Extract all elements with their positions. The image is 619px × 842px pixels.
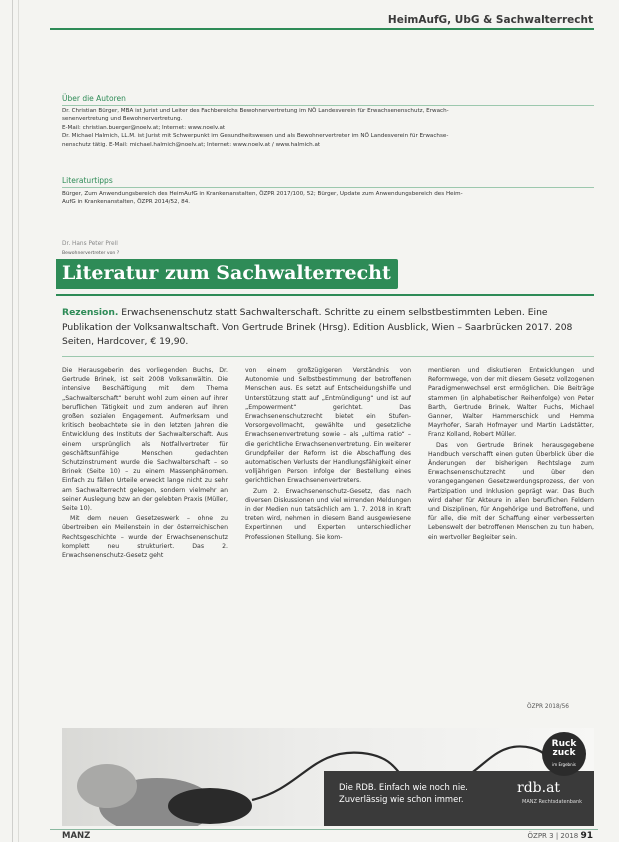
review-lead [62, 306, 598, 350]
review-label: Rezension. [62, 307, 119, 318]
footer-page-info [528, 831, 593, 841]
literature-line: AufG in Krankenanstalten, ÖZPR 2014/52, 84. [62, 199, 191, 206]
authors-line: nenschutz tätig. E-Mail: michael.halmich@noelv.at; Internet: www.noelv.at / www.halmich.at [62, 141, 321, 148]
journal-name: ÖZPR [527, 832, 547, 840]
issue-number: 3 | 2018 [549, 832, 579, 840]
review-rule [62, 356, 594, 357]
ad-slogan-line-2: Zuverlässig wie schon immer. [339, 794, 464, 804]
column-paragraph: mentieren und diskutieren Entwicklungen und Reformwege, von der mit diesem Gesetz vollzogenen Paradigmenwechsel erst ermöglichen. Die Beiträge stammen (in alphabetischer Reihenfolge) von Peter Barth, Gertrude Brinek, Walter Fuchs, Michael Ganner, Walter Hammerschick und Hemma Mayrhofer, Sarah Hofmayer und Martin Ladstätter, Franz Kolland, Robert Müller. [428, 367, 594, 439]
authors-line: senenvertretung und Bewohnervertretung. [62, 116, 183, 123]
finger-shape [77, 764, 137, 808]
article-column-2 [245, 366, 411, 714]
column-paragraph: Das von Gertrude Brinek herausgegebene Handbuch verschafft einen guten Überblick über die Änderungen der bisherigen Rechtslage zum Erwachsenenschutzrecht und über den vorangegangenen Gesetzwerdungsprozess, der von Partizipation und Inklusion geprägt war. Das Buch wird daher für Akteure in allen beruflichen Feldern und Disziplinen, für Angehörige und Betroffene, und für alle, die mit der Schaffung einer verbesserten Lebenswelt der betroffenen Menschen zu tun haben, ein wertvoller Begleiter sein. [428, 441, 594, 541]
ad-badge-line-2: zuck [552, 748, 576, 758]
authors-line: Dr. Christian Bürger, MBA ist Jurist und Leiter des Fachbereichs Bewohnervertretung im NÖ Landesverein für Erwachsenenschutz, Erwach- [62, 108, 449, 114]
ad-logo: rdb.at [517, 780, 561, 796]
scan-margin-line [12, 0, 13, 842]
page-number: 91 [580, 831, 593, 841]
column-paragraph: Zum 2. Erwachsenenschutz-Gesetz, das nach diversen Diskussionen und viel wirrenden Meldungen in der Medien nun tatsächlich am 1. 7. 2018 in Kraft treten wird, nehmen in diesem Band ausgewiesene Expertinnen und Experten unterschiedlicher Professionen Stellung. Sie kom- [245, 487, 411, 541]
ad-badge-line-1: Ruck [551, 739, 577, 749]
running-header: HeimAufG, UbG & Sachwalterrecht [387, 14, 593, 26]
authors-heading: Über die Autoren [62, 94, 126, 103]
column-paragraph: von einem großzügigeren Verständnis von Autonomie und Selbstbestimmung der betroffenen Menschen aus. Es setzt auf Entscheidungshilfe und Unterstützung statt auf „Entmündigung“ und ist auf „Empowerment“ gerichtet. Das Erwachsenenschutzrecht bietet ein Stufen-Vorsorgevollmacht, gewählte und gesetzliche Erwachsenenvertretung sowie – als „ultima ratio“ – die gerichtliche Erwachsenenvertretung. Ein weiterer Grundpfeiler der Reform ist die Abschaffung des automatischen Verlusts der Handlungsfähigkeit einer volljährigen Person infolge der Bestellung eines gerichtlichen Erwachsenenvertreters. [245, 367, 411, 485]
article-title: Literatur zum Sachwalterrecht [62, 262, 391, 284]
footer-rule [50, 829, 598, 830]
column-paragraph: Die Herausgeberin des vorliegenden Buchs, Dr. Gertrude Brinek, ist seit 2008 Volksanwältin. Die intensive Beschäftigung mit dem Thema „Sachwalterschaft“ beruht wohl zum einen auf ihrer beruflichen Tätigkeit und zum anderen auf ihren großen sozialen Engagement. Aufmerksam und kritisch beobachtete sie in den letzten Jahren die Entwicklung des Instituts der Sachwalterschaft. Aus einem ursprünglich als Notfallvertreter für geschäftsunfähige Menschen gedachten Schutzinstrument wurde die Sachwalterschaft – so Brinek (Seite 10) – zu einem Massenphänomen. Einfach zu fällen Urteile erweckt lange nicht zu sehr am Sachwalterrecht gelegen, sondern vielmehr an seiner Auslegung bzw an der gelebten Praxis (Müller, Seite 10). [62, 367, 228, 513]
ad-logo-sub: MANZ Rechtsdatenbank [522, 799, 583, 805]
publisher-logo: MANZ [62, 831, 91, 841]
ad-badge [542, 732, 586, 776]
title-rule [56, 294, 594, 296]
authors-line: E-Mail: christian.buerger@noelv.at; Internet: www.noelv.at [62, 124, 226, 131]
header-rule [50, 28, 594, 30]
authors-line: Dr. Michael Halmich, LL.M. ist Jurist mit Schwerpunkt im Gesundheitswesen und als Bewohnervertreter im NÖ Landesverein für Erwachse- [62, 133, 449, 140]
article-column-1 [62, 366, 228, 714]
literature-tips-heading: Literaturtipps [62, 176, 113, 185]
article-column-3 [428, 366, 594, 714]
advertisement [62, 728, 594, 826]
citation: ÖZPR 2018/56 [527, 704, 569, 710]
scan-margin-line-inner [18, 0, 19, 842]
mouse-icon [168, 788, 252, 824]
article-author-role: Bewohnervertreter von ? [62, 251, 120, 256]
authors-rule [62, 105, 594, 106]
ad-badge-line-3: im Ergebnis [552, 762, 576, 767]
ad-slogan-line-1: Die RDB. Einfach wie noch nie. [339, 782, 468, 792]
literature-tips-text [62, 190, 592, 207]
authors-text [62, 107, 592, 149]
review-text: Erwachsenenschutz statt Sachwalterschaft. Schritte zu einem selbstbestimmten Leben. Eine Publikation der Volksanwaltschaft. Von Gertrude Brinek (Hrsg). Edition Ausblick, Wien – Saarbrücken 2017. 208 Seiten, Hardcover, € 19,90. [62, 307, 573, 347]
column-paragraph: Mit dem neuen Gesetzeswerk – ohne zu übertreiben ein Meilenstein in der österreichischen Rechtsgeschichte – wurde der Erwachsenenschutz komplett neu strukturiert. Das 2. Erwachsenenschutz-Gesetz geht [62, 515, 228, 560]
literature-line: Bürger, Zum Anwendungsbereich des HeimAufG in Krankenanstalten, ÖZPR 2017/100, 52; Bürger, Update zum Anwendungsbereich des Heim- [62, 191, 463, 197]
article-author: Dr. Hans Peter Prell [62, 241, 118, 247]
literature-tips-rule [62, 187, 594, 188]
